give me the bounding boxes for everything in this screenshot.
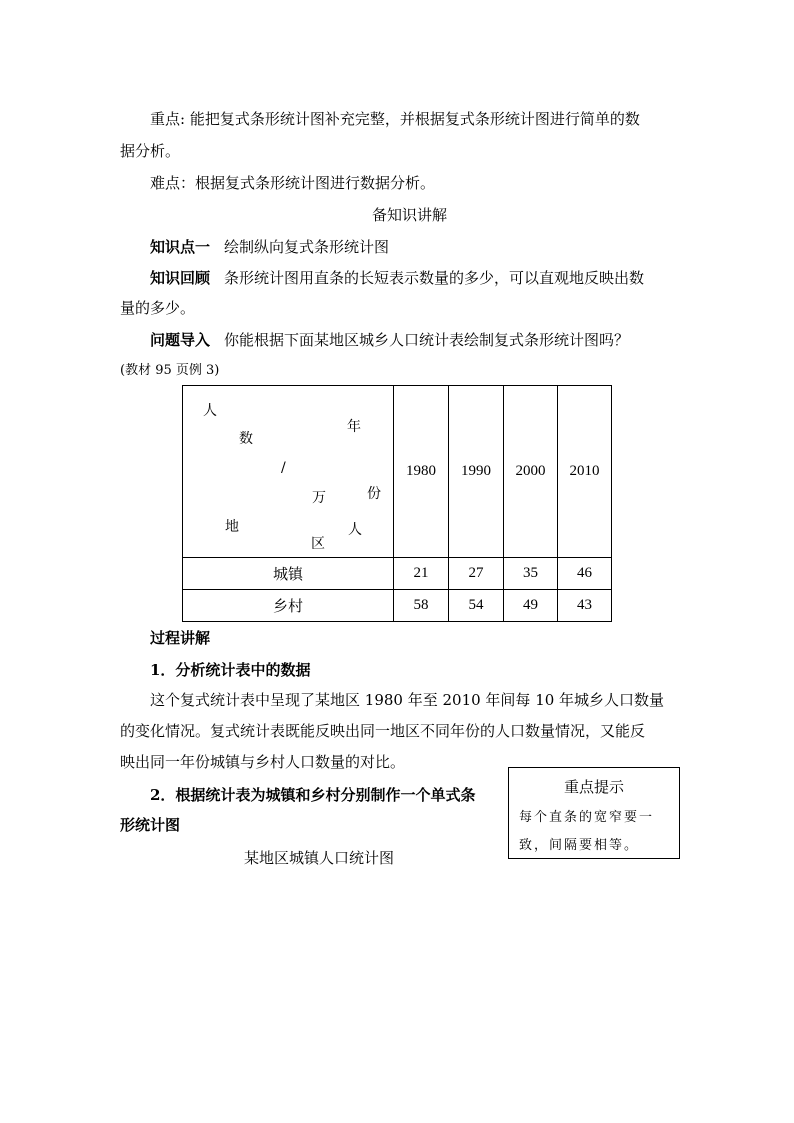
section-title: 备知识讲解 bbox=[372, 206, 448, 224]
header-char: / bbox=[281, 460, 286, 476]
table-cell: 35 bbox=[504, 558, 558, 590]
step1-text-line-3: 映出同一年份城镇与乡村人口数量的对比。 bbox=[120, 753, 406, 771]
header-char: 份 bbox=[367, 486, 381, 502]
tip-body: 每个直条的宽窄要一致，间隔要相等。 bbox=[519, 810, 655, 853]
year-header: 2000 bbox=[504, 386, 558, 558]
year-header: 2010 bbox=[558, 386, 612, 558]
table-cell: 46 bbox=[558, 558, 612, 590]
table-cell: 27 bbox=[449, 558, 504, 590]
review-label: 知识回顾 bbox=[150, 269, 211, 287]
knowledge-point-label: 知识点一 bbox=[150, 238, 211, 256]
header-char: 人 bbox=[348, 522, 362, 538]
tip-title: 重点提示 bbox=[563, 778, 624, 796]
key-tip-box bbox=[508, 767, 680, 859]
knowledge-point-text: 绘制纵向复式条形统计图 bbox=[224, 238, 390, 256]
step1-text-line-2: 的变化情况。复式统计表既能反映出同一地区不同年份的人口数量情况，又能反 bbox=[120, 722, 646, 740]
header-char: 地 bbox=[225, 519, 239, 535]
key-points-line-2: 据分析。 bbox=[120, 142, 181, 160]
textbook-reference: (教材 95 页例 3) bbox=[120, 363, 220, 378]
row-label: 乡村 bbox=[183, 590, 394, 622]
header-char: 区 bbox=[311, 536, 325, 552]
header-char: 人 bbox=[203, 403, 217, 419]
year-header: 1990 bbox=[449, 386, 504, 558]
difficulty-line: 难点：根据复式条形统计图进行数据分析。 bbox=[150, 174, 436, 192]
table-header-diagonal-cell bbox=[183, 386, 394, 558]
table-cell: 58 bbox=[394, 590, 449, 622]
header-char: 数 bbox=[239, 431, 253, 447]
review-text-1: 条形统计图用直条的长短表示数量的多少，可以直观地反映出数 bbox=[224, 269, 645, 287]
chart-caption: 某地区城镇人口统计图 bbox=[244, 849, 395, 867]
header-char: 万 bbox=[312, 490, 326, 506]
header-char: 年 bbox=[347, 419, 361, 435]
table-cell: 54 bbox=[449, 590, 504, 622]
row-label: 城镇 bbox=[183, 558, 394, 590]
key-points-line-1: 重点: 能把复式条形统计图补充完整，并根据复式条形统计图进行简单的数 bbox=[150, 110, 640, 128]
intro-text: 你能根据下面某地区城乡人口统计表绘制复式条形统计图吗？ bbox=[224, 331, 630, 349]
year-header: 1980 bbox=[394, 386, 449, 558]
review-line-2: 量的多少。 bbox=[120, 299, 196, 317]
table-row-village bbox=[183, 590, 612, 622]
table-cell: 21 bbox=[394, 558, 449, 590]
step2-text-line-1: 2．根据统计表为城镇和乡村分别制作一个单式条 bbox=[150, 786, 476, 804]
step1-text-line-1: 这个复式统计表中呈现了某地区 1980 年至 2010 年间每 10 年城乡人口数量 bbox=[150, 691, 665, 709]
step1-title: 1．分析统计表中的数据 bbox=[150, 661, 311, 679]
knowledge-point-heading bbox=[150, 237, 389, 257]
table-header-row bbox=[183, 386, 612, 558]
population-table bbox=[182, 385, 612, 622]
table-cell: 49 bbox=[504, 590, 558, 622]
intro-line bbox=[150, 330, 629, 350]
table-cell: 43 bbox=[558, 590, 612, 622]
review-line-1 bbox=[150, 268, 644, 288]
table-row-town bbox=[183, 558, 612, 590]
step2-text-line-2: 形统计图 bbox=[120, 816, 181, 834]
process-title: 过程讲解 bbox=[150, 629, 211, 647]
intro-label: 问题导入 bbox=[150, 331, 211, 349]
